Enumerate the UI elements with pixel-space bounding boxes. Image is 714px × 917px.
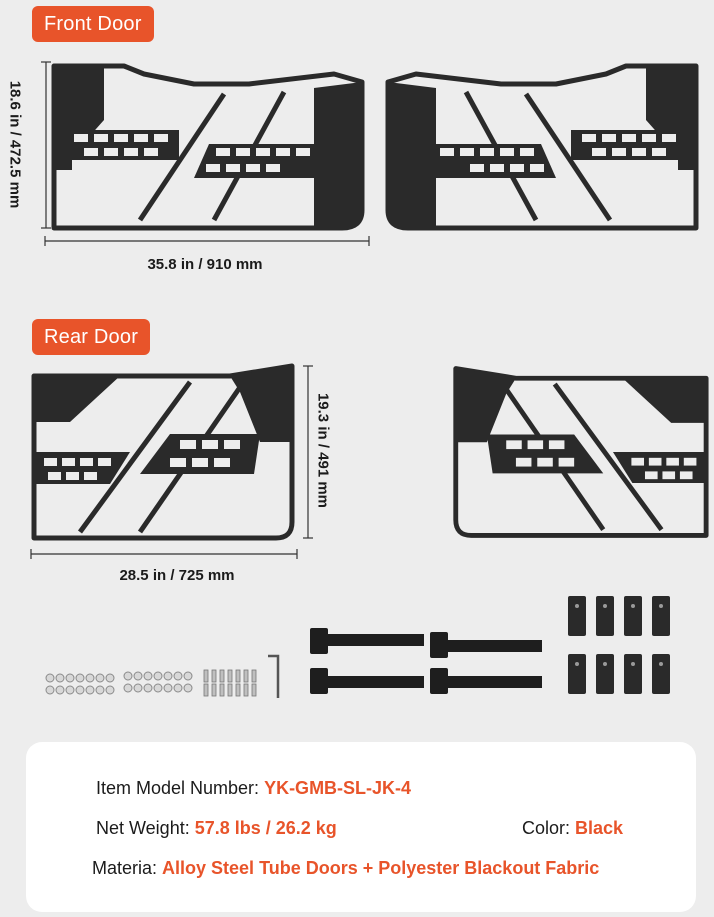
color-value: Black (575, 818, 624, 838)
front-height-label: 18.6 in / 472.5 mm (6, 80, 24, 209)
door-straps (306, 624, 546, 704)
hardware-washers-nuts-bolts (40, 650, 290, 700)
rear-width-dimension-line (29, 548, 299, 560)
net-weight-value: 57.8 lbs / 26.2 kg (194, 818, 337, 838)
rear-height-dimension-line (302, 364, 314, 540)
material-value: Alloy Steel Tube Doors + Polyester Blackout Fabric (162, 858, 600, 878)
model-number-value: YK-GMB-SL-JK-4 (264, 778, 412, 798)
door-hinges (562, 592, 682, 712)
net-weight-row (96, 818, 337, 839)
color-label: Color: (522, 818, 576, 838)
front-right-door-image (384, 60, 706, 235)
material-row (92, 858, 599, 879)
front-left-door-image (44, 60, 374, 235)
rear-door-tag: Rear Door (32, 319, 150, 355)
model-number-row (96, 778, 411, 799)
front-width-dimension-line (43, 235, 371, 247)
rear-height-label: 19.3 in / 491 mm (314, 392, 332, 509)
net-weight-label: Net Weight: (96, 818, 195, 838)
rear-left-door-image (30, 362, 300, 542)
rear-width-label: 28.5 in / 725 mm (119, 567, 235, 584)
material-label: Materia: (92, 858, 163, 878)
model-number-label: Item Model Number: (96, 778, 265, 798)
rear-right-door-image (448, 362, 710, 542)
front-door-tag: Front Door (32, 6, 154, 42)
front-width-label: 35.8 in / 910 mm (147, 256, 263, 273)
color-row (522, 818, 623, 839)
spec-card (26, 742, 696, 912)
